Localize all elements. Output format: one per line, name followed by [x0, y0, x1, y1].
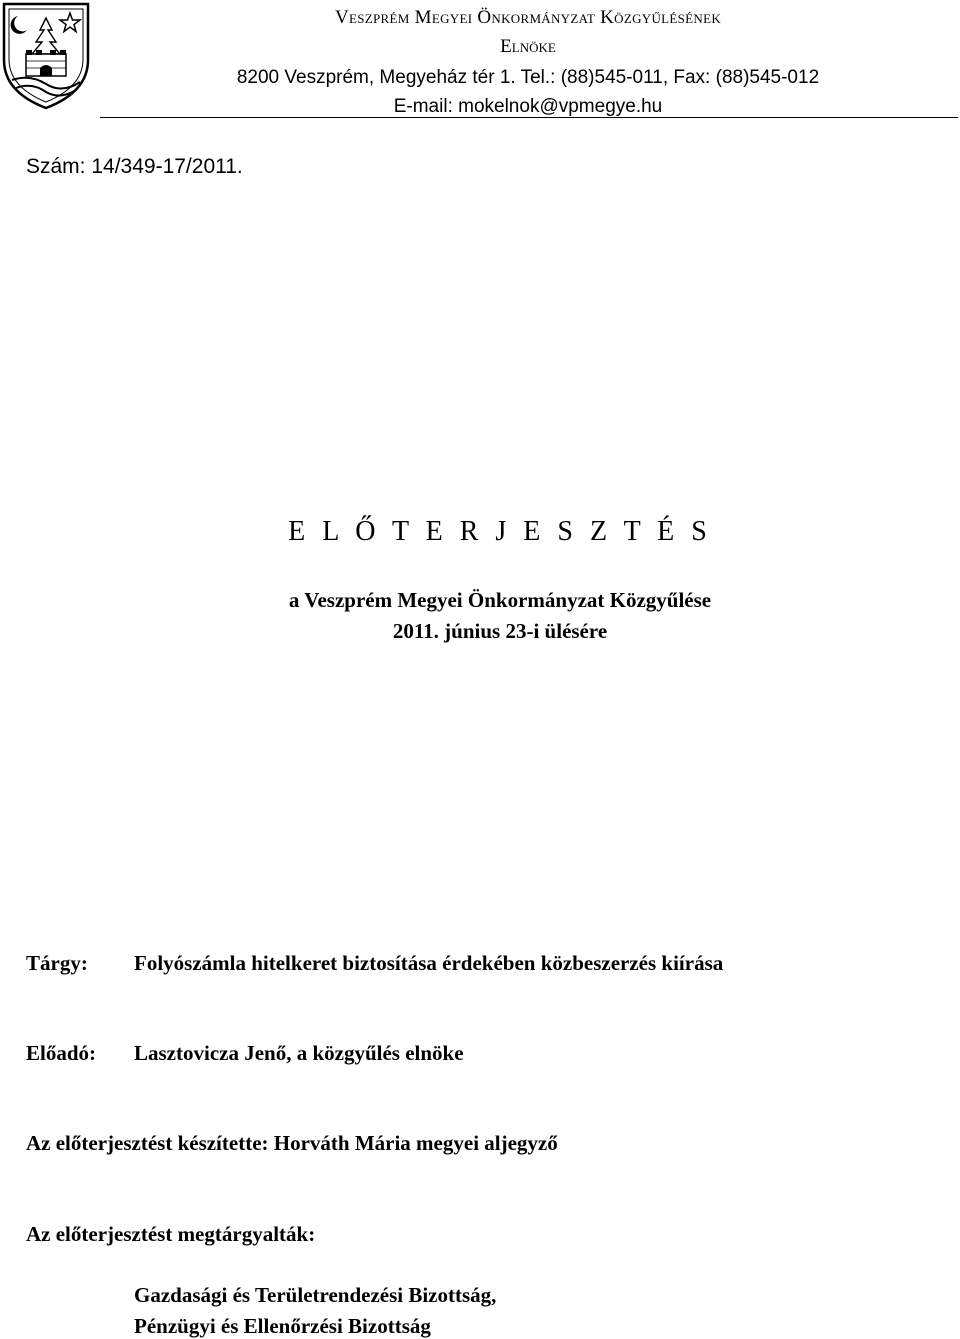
- institution-role: Elnöke: [500, 36, 556, 57]
- committee-item: Pénzügyi és Ellenőrzési Bizottság: [134, 1314, 431, 1338]
- reference-number: Szám: 14/349-17/2011.: [26, 155, 243, 178]
- institution-name: Veszprém Megyei Önkormányzat Közgyűlésének: [334, 7, 722, 28]
- document-title: E L Ő T E R J E S Z T É S: [288, 516, 712, 547]
- presenter-value: Lasztovicza Jenő, a közgyűlés elnöke: [134, 1041, 464, 1065]
- institution-email: E-mail: mokelnok@vpmegye.hu: [393, 96, 663, 117]
- coat-of-arms-icon: [0, 0, 92, 112]
- institution-address: 8200 Veszprém, Megyeház tér 1. Tel.: (88)545-011, Fax: (88)545-012: [236, 67, 820, 88]
- letterhead-divider: [100, 117, 958, 118]
- discussed-by-label: Az előterjesztést megtárgyalták:: [26, 1222, 316, 1246]
- document-subtitle-line1: a Veszprém Megyei Önkormányzat Közgyűlése: [288, 588, 712, 612]
- subject-value: Folyószámla hitelkeret biztosítása érdekében közbeszerzés kiírása: [134, 951, 724, 975]
- presenter-label: Előadó:: [26, 1041, 97, 1065]
- subject-label: Tárgy:: [26, 951, 88, 975]
- document-subtitle-line2: 2011. június 23-i ülésére: [392, 619, 608, 643]
- prepared-by: Az előterjesztést készítette: Horváth Mária megyei aljegyző: [26, 1131, 558, 1155]
- committee-item: Gazdasági és Területrendezési Bizottság,: [134, 1283, 497, 1307]
